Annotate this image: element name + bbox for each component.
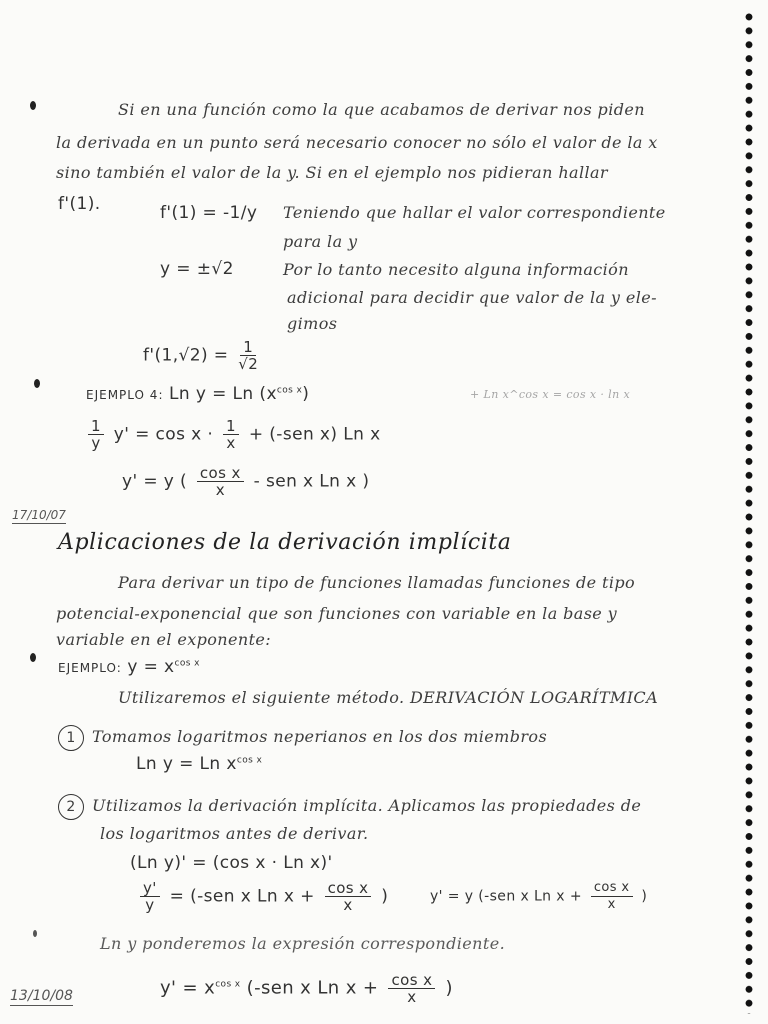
step-2 <box>58 794 641 820</box>
eq-part: ) <box>445 977 453 999</box>
fraction-denominator: x <box>607 897 616 912</box>
example-4-line-2 <box>84 418 381 451</box>
section-line-3: variable en el exponente: <box>56 630 272 649</box>
note-text-1b: para la y <box>283 232 358 251</box>
paragraph-1-line-4: f'(1). <box>58 194 101 214</box>
fraction <box>223 418 239 451</box>
eq-part: ) <box>381 886 389 907</box>
method-line: Utilizaremos el siguiente método. DERIVACIÓN LOGARÍTMICA <box>118 688 659 707</box>
paragraph-1-line-3: sino también el valor de la y. Si en el ejemplo nos pidieran hallar <box>56 163 608 182</box>
note-equation-3-fraction <box>238 339 258 372</box>
eq-part: y' = cos x · <box>113 424 214 445</box>
section-title: Aplicaciones de la derivación implícita <box>58 530 512 555</box>
step-2-text: Utilizamos la derivación implícita. Aplicamos las propiedades de <box>92 796 642 815</box>
step-1-number: 1 <box>58 725 84 751</box>
fraction-numerator: cos x <box>197 465 244 482</box>
fraction-numerator: 1 <box>88 418 104 435</box>
note-equation-1: f'(1) = -1/y <box>160 203 258 223</box>
step-2-side-equation <box>430 880 647 913</box>
fraction-numerator: cos x <box>325 880 372 897</box>
eq-part: = (-sen x Ln x + <box>169 886 315 907</box>
fraction <box>88 418 104 451</box>
note-text-2b: adicional para decidir que valor de la y ele- <box>287 288 657 307</box>
step-2-equation-1: (Ln y)' = (cos x · Ln x)' <box>130 853 333 873</box>
date-stamp-2: 13/10/08 <box>10 988 73 1004</box>
step-1-equation <box>136 754 262 774</box>
faint-annotation: + Ln x^cos x = cos x · ln x <box>470 388 631 401</box>
spiral-binding <box>744 10 754 1014</box>
fraction-denominator: y <box>91 434 101 452</box>
final-text: Ln y ponderemos la expresión correspondiente. <box>100 934 506 953</box>
eq-part: (-sen x Ln x + <box>246 977 379 999</box>
fraction-numerator: cos x <box>591 880 633 897</box>
example-4-label: EJEMPLO 4: <box>86 388 164 402</box>
fraction-numerator: y' <box>140 880 160 897</box>
fraction-denominator: x <box>343 896 353 914</box>
example-equation <box>127 657 200 677</box>
note-equation-3 <box>143 339 262 372</box>
paragraph-1-line-2: la derivada en un punto será necesario conocer no sólo el valor de la x <box>56 133 658 152</box>
eq-part: y' = x <box>160 977 216 999</box>
fraction-denominator: x <box>215 481 225 499</box>
note-text-2: Por lo tanto necesito alguna información <box>283 260 629 279</box>
exponent: cos x <box>174 658 200 669</box>
eq-part: Ln y = Ln (x <box>169 384 277 404</box>
fraction <box>388 972 435 1005</box>
fraction-denominator: √2 <box>238 355 259 373</box>
fraction <box>197 465 244 498</box>
fraction <box>325 880 372 913</box>
paragraph-1-line-1: Si en una función como la que acabamos de derivar nos piden <box>118 100 645 119</box>
fraction-numerator: 1 <box>240 339 256 356</box>
eq-part: + (-sen x) Ln x <box>248 424 381 445</box>
step-2-number: 2 <box>58 794 84 820</box>
example-4-eq1 <box>169 384 309 404</box>
fraction-denominator: y <box>145 896 155 914</box>
eq-part: ) <box>641 888 648 905</box>
example-4-line-3 <box>122 465 369 498</box>
fraction-denominator: x <box>407 988 417 1006</box>
note-equation-2: y = ±√2 <box>160 259 234 279</box>
step-1 <box>58 725 547 751</box>
section-example <box>58 657 200 677</box>
note-text-1: Teniendo que hallar el valor correspondiente <box>283 203 666 222</box>
example-4-line-1 <box>86 384 309 404</box>
eq-part: ) <box>302 384 310 404</box>
section-line-1: Para derivar un tipo de funciones llamadas funciones de tipo <box>118 573 636 592</box>
margin-bullet <box>34 379 40 388</box>
fraction-numerator: cos x <box>388 972 435 989</box>
fraction-numerator: 1 <box>223 418 239 435</box>
step-1-text: Tomamos logaritmos neperianos en los dos miembros <box>92 727 548 746</box>
margin-bullet <box>30 653 36 662</box>
note-equation-3-left: f'(1,√2) = <box>143 345 229 366</box>
margin-bullet <box>30 101 36 110</box>
eq-part: - sen x Ln x ) <box>253 471 370 492</box>
step-2-equation-2 <box>136 880 388 913</box>
final-equation <box>160 972 453 1005</box>
eq-part: y = x <box>127 657 175 677</box>
example-label: EJEMPLO: <box>58 661 122 675</box>
fraction <box>140 880 160 913</box>
fraction <box>591 880 633 913</box>
eq-part: y' = y ( <box>122 471 188 492</box>
exponent: cos x <box>276 385 303 396</box>
step-2-text-2: los logaritmos antes de derivar. <box>100 824 369 843</box>
eq-part: y' = y (-sen x Ln x + <box>430 888 582 905</box>
date-stamp-1: 17/10/07 <box>12 508 66 522</box>
margin-bullet <box>33 930 37 937</box>
exponent: cos x <box>236 755 263 766</box>
fraction-denominator: x <box>226 434 236 452</box>
exponent: cos x <box>215 979 241 990</box>
eq-part: Ln y = Ln x <box>136 754 237 774</box>
section-line-2: potencial-exponencial que son funciones con variable en la base y <box>56 604 618 623</box>
note-text-2c: gimos <box>287 314 338 333</box>
